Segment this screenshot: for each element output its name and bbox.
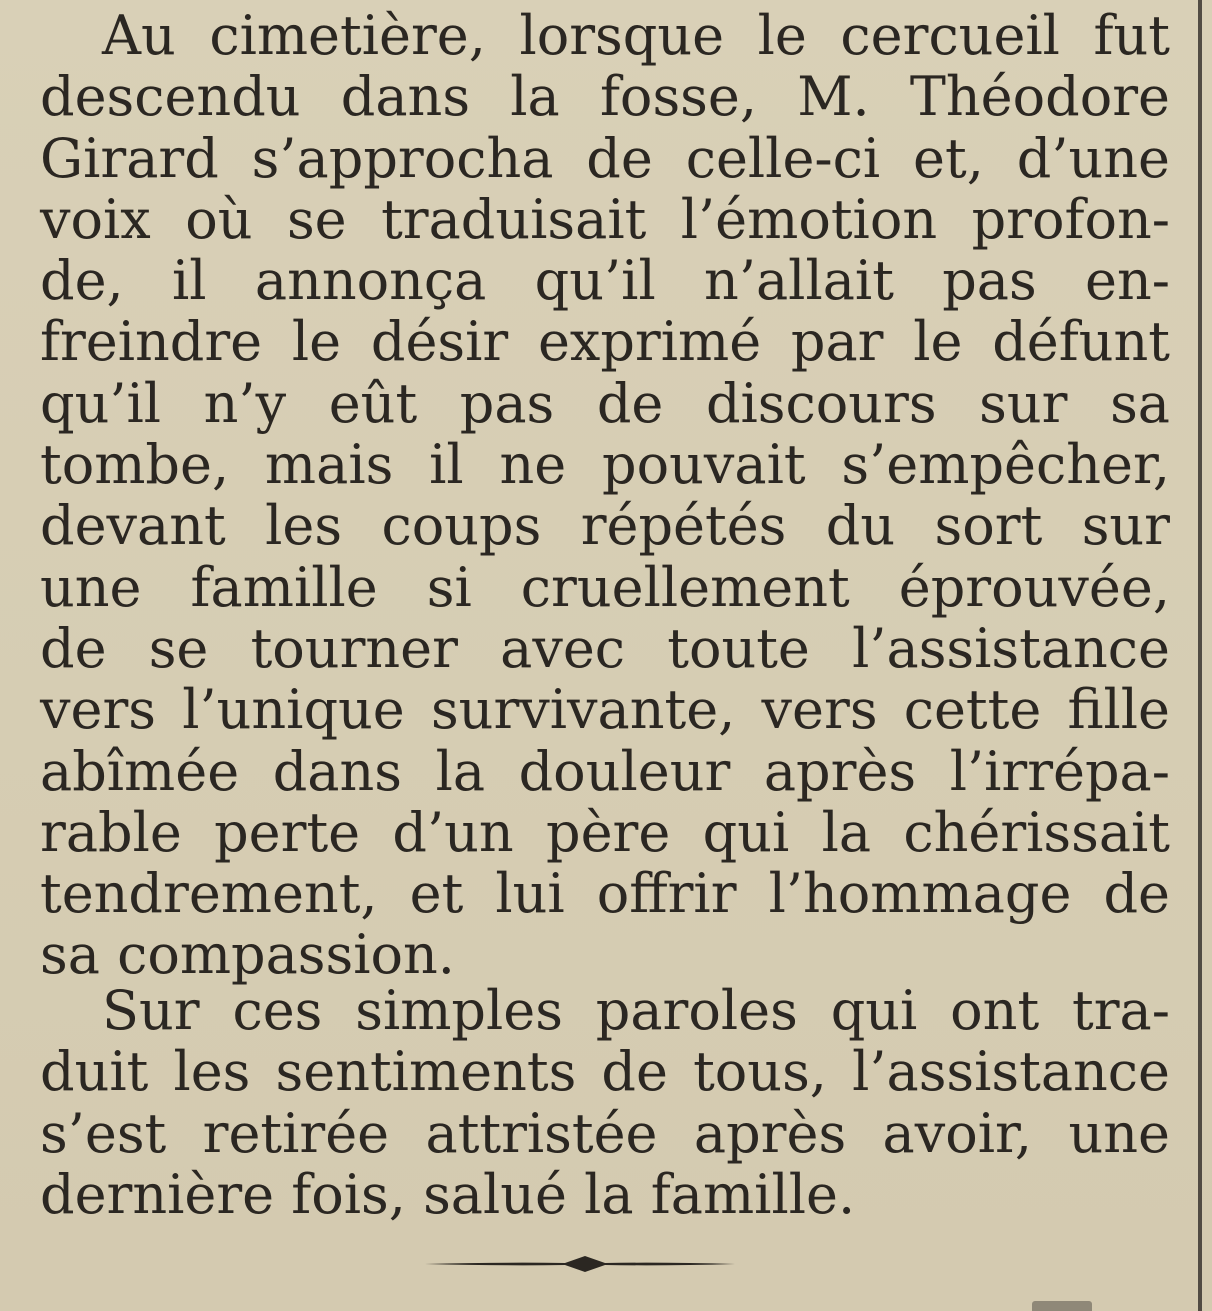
text-line: rable perte d’un père qui la chérissait: [40, 800, 1170, 864]
ornamental-rule-icon: [425, 1250, 735, 1278]
text-line: tendrement, et lui offrir l’hommage de: [40, 862, 1170, 926]
text-line: s’est retirée attristée après avoir, une: [40, 1101, 1170, 1165]
text-line: Au cimetière, lorsque le cercueil fut: [102, 4, 1170, 67]
text-line: qu’il n’y eût pas de discours sur sa: [40, 371, 1170, 435]
text-line: sa compassion.: [40, 923, 455, 987]
text-line: voix où se traduisait l’émotion profon-: [40, 187, 1170, 251]
text-line: vers l’unique survivante, vers cette fille: [40, 678, 1170, 742]
column-divider: [1198, 0, 1202, 1311]
text-line: devant les coups répétés du sort sur: [40, 494, 1170, 558]
text-line: de se tourner avec toute l’assistance: [40, 616, 1170, 680]
text-line: dernière fois, salué la famille.: [40, 1162, 856, 1226]
next-article-fragment: [1032, 1301, 1092, 1311]
paragraph-2: [40, 980, 1170, 1225]
text-line: tombe, mais il ne pouvait s’empêcher,: [40, 433, 1170, 497]
text-line: Sur ces simples paroles qui ont tra-: [102, 979, 1170, 1042]
paragraph-1: [40, 5, 1170, 986]
text-line: abîmée dans la douleur après l’irrépa-: [40, 739, 1170, 803]
text-line: duit les sentiments de tous, l’assistance: [40, 1040, 1170, 1104]
text-line: une famille si cruellement éprouvée,: [40, 555, 1170, 619]
text-line: de, il annonça qu’il n’allait pas en-: [40, 249, 1170, 313]
text-line: descendu dans la fosse, M. Théodore: [40, 65, 1170, 129]
text-line: freindre le désir exprimé par le défunt: [40, 310, 1170, 374]
text-line: Girard s’approcha de celle-ci et, d’une: [40, 126, 1170, 190]
